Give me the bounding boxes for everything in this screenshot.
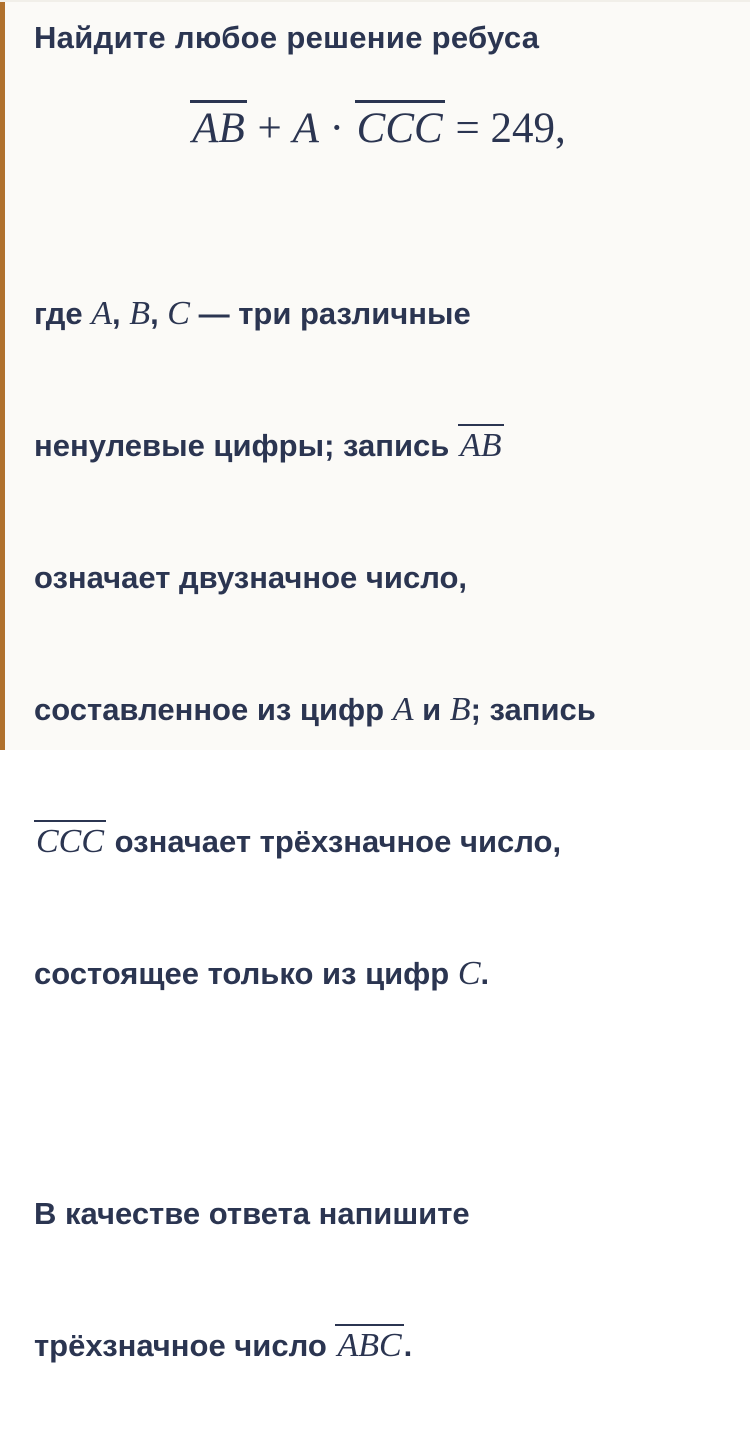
text-line (34, 284, 722, 344)
equals-sign: = (444, 105, 491, 152)
rebus-equation (34, 92, 722, 166)
text-segment: составленное из цифр (34, 692, 393, 727)
text-segment: , (150, 296, 168, 331)
text-segment: — три различные (189, 296, 471, 331)
text-line (34, 548, 722, 608)
text-segment: . (480, 956, 490, 991)
result-value: 249, (490, 105, 566, 152)
text-line (34, 416, 722, 476)
overlined-AB-term: AB (190, 100, 247, 151)
text-segment: означает двузначное число, (34, 560, 468, 595)
math-symbol-B: B (129, 295, 151, 332)
text-line (34, 680, 722, 740)
math-symbol-A: A (392, 691, 414, 728)
text-line (34, 812, 722, 872)
text-segment: состоящее только из цифр (34, 956, 458, 991)
text-segment: . (403, 1328, 413, 1363)
overlined-AB: AB (458, 424, 504, 464)
math-symbol-C: C (457, 955, 481, 992)
problem-title: Найдите любое решение ребуса (34, 20, 540, 55)
text-segment: , (112, 296, 130, 331)
problem-content (0, 20, 750, 1448)
text-line (34, 1184, 722, 1244)
math-symbol-A: A (91, 295, 113, 332)
overlined-ABC: ABC (335, 1324, 403, 1364)
text-segment: трёхзначное число (34, 1328, 336, 1363)
text-segment: ненулевые цифры; запись (34, 428, 458, 463)
overlined-CCC-term: CCC (355, 100, 445, 151)
math-symbol-B: B (449, 691, 471, 728)
text-segment: где (34, 296, 92, 331)
text-segment: и (413, 692, 450, 727)
answer-instruction-paragraph (34, 1112, 722, 1448)
math-symbol-C: C (167, 295, 190, 332)
text-segment: В качестве ответа напишите (34, 1196, 470, 1231)
text-segment: означает трёхзначное число, (106, 824, 562, 859)
plus-operator: + (246, 105, 293, 152)
multiplication-dot: · (318, 105, 355, 152)
text-line (34, 1316, 722, 1376)
text-segment: ; запись (470, 692, 596, 727)
definition-paragraph (34, 212, 722, 1076)
A-term: A (292, 105, 319, 152)
overlined-CCC: CCC (34, 820, 106, 860)
text-line (34, 944, 722, 1004)
left-accent-stripe (0, 2, 5, 750)
